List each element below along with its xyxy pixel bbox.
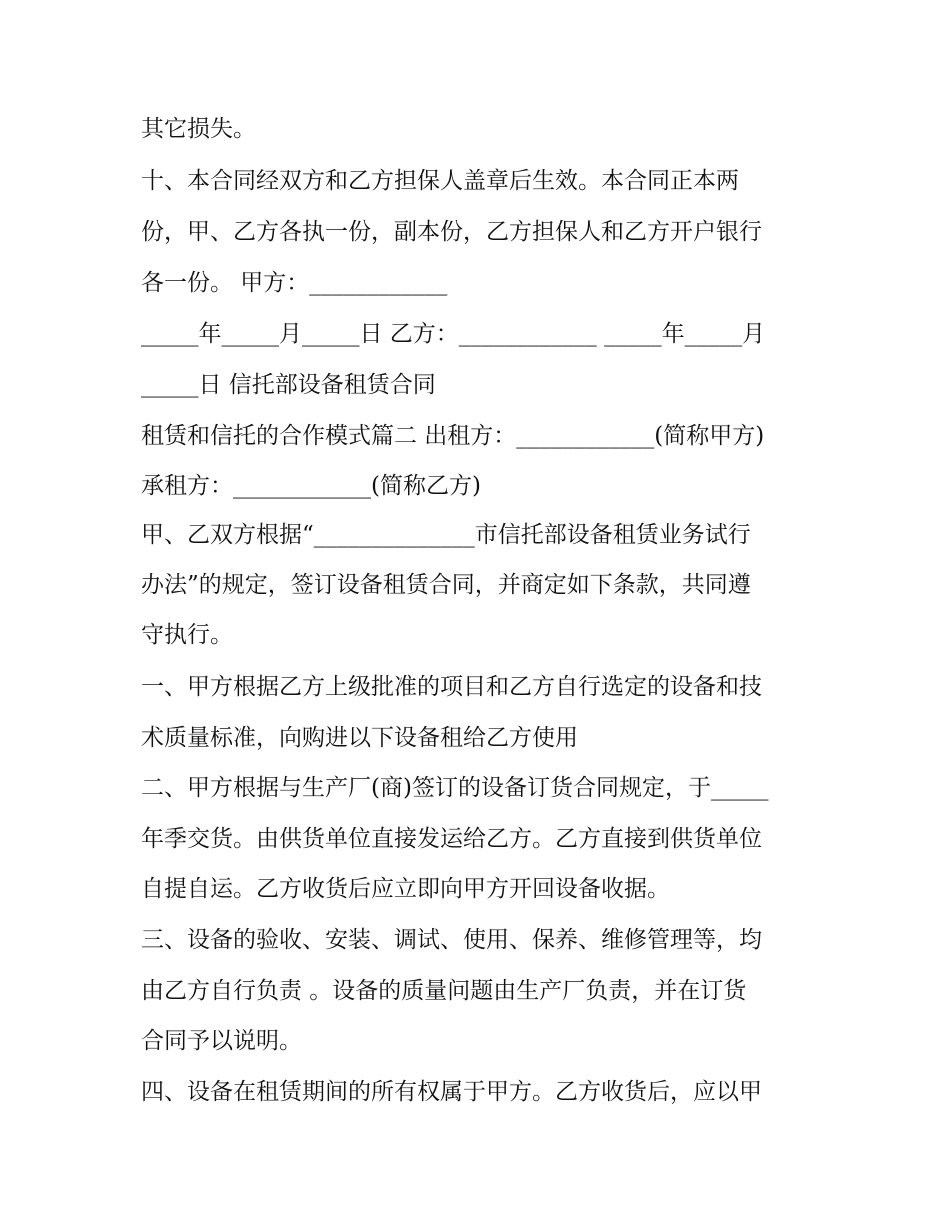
text-line: 三、设备的验收、安装、调试、使用、保养、维修管理等，均	[141, 927, 762, 953]
text-line: 租赁和信托的合作模式篇二 出租方：____________(简称甲方)	[141, 423, 765, 449]
text-line: 十、本合同经双方和乙方担保人盖章后生效。本合同正本两	[141, 168, 739, 194]
text-line: 各一份。 甲方：____________	[141, 270, 448, 296]
text-line: _____日 信托部设备租赁合同	[141, 372, 436, 398]
text-line: 二、甲方根据与生产厂(商)签订的设备订货合同规定，于_____	[141, 775, 769, 801]
text-line: 份，甲、乙方各执一份，副本份，乙方担保人和乙方开户银行	[141, 219, 762, 245]
text-line: 四、设备在租赁期间的所有权属于甲方。乙方收货后，应以甲	[141, 1079, 762, 1105]
text-line: 办法”的规定，签订设备租赁合同，并商定如下条款，共同遵	[141, 572, 751, 598]
text-line: 甲、乙双方根据“______________市信托部设备租赁业务试行	[141, 522, 751, 548]
text-line: 承租方：____________(简称乙方)	[141, 473, 481, 499]
text-line: 其它损失。	[141, 116, 256, 142]
text-line: _____年_____月_____日 乙方：____________ _____年_____月	[141, 321, 766, 347]
text-line: 一、甲方根据乙方上级批准的项目和乙方自行选定的设备和技	[141, 674, 762, 700]
text-line: 守执行。	[141, 622, 233, 648]
text-line: 年季交货。由供货单位直接发运给乙方。乙方直接到供货单位	[141, 826, 762, 852]
text-line: 自提自运。乙方收货后应立即向甲方开回设备收据。	[141, 876, 670, 902]
text-line: 由乙方自行负责 。设备的质量问题由生产厂负责，并在订货	[141, 978, 747, 1004]
text-line: 术质量标准，向购进以下设备租给乙方使用	[141, 725, 578, 751]
text-line: 合同予以说明。	[141, 1028, 302, 1054]
